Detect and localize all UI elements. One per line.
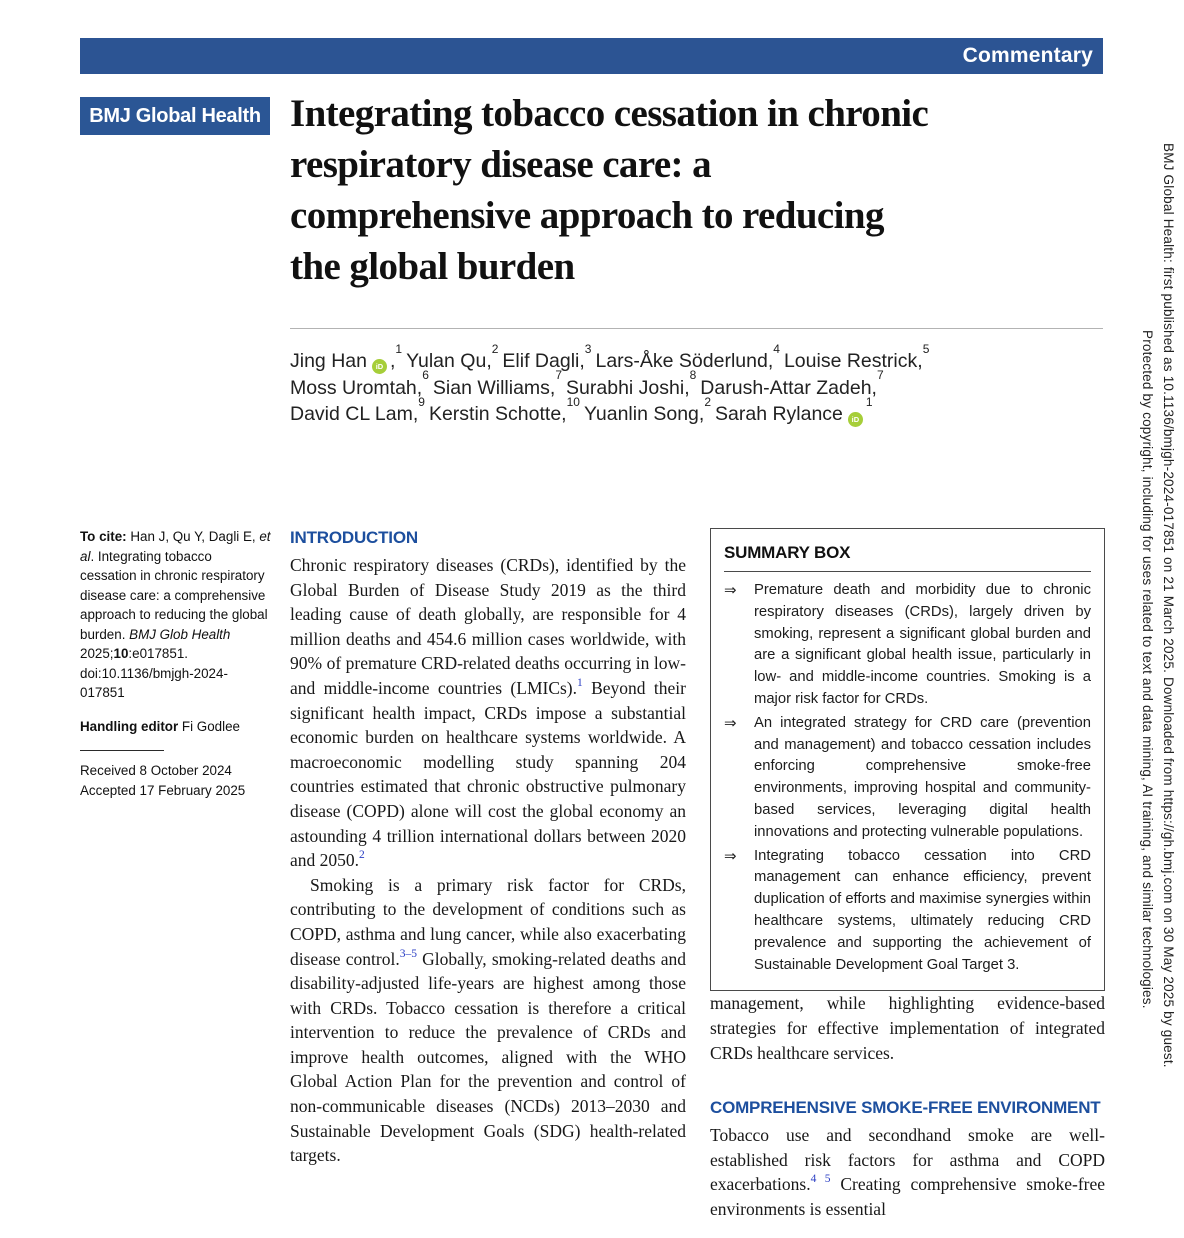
- summary-item-text: Integrating tobacco cessation into CRD management can enhance efficiency, prevent duplication of efforts and maximise synergies within healthcare systems, ultimately reducing CRD prevalence and supporting the achievement of Sustainable Development Goal Target 3.: [754, 847, 1091, 973]
- paragraph: [710, 1123, 1105, 1221]
- author: [290, 368, 429, 399]
- vertical-publication-note: BMJ Global Health: first published as 10.1136/bmjgh-2024-017851 on 21 March 2025. Downloaded from https://gh.bmj.com on 30 May 2025 by guest.: [1161, 143, 1176, 1068]
- summary-item: [724, 846, 1091, 977]
- affiliation-number: 2: [491, 341, 499, 356]
- right-column: [710, 528, 1105, 1222]
- affiliation-number: 7: [555, 368, 563, 382]
- title-line: comprehensive approach to reducing: [290, 194, 884, 237]
- author: [432, 368, 563, 399]
- paragraph-text: Tobacco use and secondhand smoke are well-established risk factors for asthma and COPD exacerbations.: [710, 1125, 1105, 1195]
- author-name: Louise Restrick: [783, 350, 918, 372]
- reference-link[interactable]: 2: [359, 849, 365, 862]
- summary-item-text: Premature death and morbidity due to chronic respiratory diseases (CRDs), largely driven by smoking, represent a significant global burden and are a significant global health issue, particularly in low- and middle-income countries. Smoking is a major risk factor for CRDs.: [754, 582, 1091, 707]
- cite-doi: :e017851. doi:10.1136/bmjgh-2024-017851: [80, 646, 228, 700]
- paragraph-text: Beyond their significant health impact, CRDs impose a substantial economic burden on healthcare systems worldwide. A macroeconomic modelling study spanning 204 countries estimated that chronic obstructive pulmonary disease (COPD) alone will cost the global economy an astounding 4 trillion international dollars between 2020 and 2050.: [290, 677, 686, 871]
- title-line: the global burden: [290, 245, 575, 288]
- author-separator: ,: [698, 403, 705, 425]
- author: [783, 341, 930, 372]
- author-separator: ,: [416, 376, 423, 399]
- author-name: Surabhi Joshi: [566, 376, 685, 399]
- author-separator: ,: [549, 376, 556, 399]
- author-separator: ,: [684, 376, 690, 399]
- citation-block: [80, 527, 272, 703]
- author-name: Sarah Rylance: [715, 403, 843, 425]
- summary-box-title: SUMMARY BOX: [724, 541, 1091, 572]
- author-separator: ,: [389, 350, 396, 372]
- affiliation-number: 1: [865, 394, 873, 409]
- author-separator: ,: [412, 403, 419, 425]
- affiliation-number: 5: [922, 341, 930, 356]
- author-separator: ,: [767, 350, 774, 372]
- handling-editor-label: Handling editor: [80, 718, 182, 734]
- author: [290, 341, 403, 372]
- author-name: Kerstin Schotte: [428, 403, 562, 425]
- arrow-bullet-icon: ⇒: [724, 714, 737, 732]
- author-separator: ,: [561, 403, 567, 425]
- author-name: Moss Uromtah: [290, 376, 417, 399]
- paragraph-text: Creating comprehensive smoke-free environments is essential: [710, 1174, 1106, 1219]
- author: [595, 341, 780, 372]
- cite-volume: 10: [113, 646, 129, 661]
- author-name: Jing Han: [290, 350, 367, 372]
- paragraph-text: Chronic respiratory diseases (CRDs), identified by the Global Burden of Disease Study 2019 as the third leading cause of death globally, are responsible for 4 million deaths and 454.6 million cases worldwide, with 90% of premature CRD-related deaths occurring in low- and middle-income countries (LMICs).: [290, 555, 686, 698]
- author-name: Elif Dagli: [502, 350, 580, 372]
- orcid-icon[interactable]: [372, 359, 387, 374]
- category-label: Commentary: [962, 44, 1093, 67]
- author-line: [290, 341, 1110, 375]
- affiliation-number: 2: [704, 394, 711, 409]
- divider: [290, 328, 1103, 329]
- author-separator: ,: [579, 350, 585, 372]
- cite-label: To cite:: [80, 529, 131, 544]
- affiliation-number: 6: [422, 368, 429, 382]
- author: [290, 394, 425, 425]
- handling-editor-name: Fi Godlee: [181, 718, 240, 734]
- author-line: [290, 394, 1110, 428]
- affiliation-number: 4: [773, 341, 780, 356]
- author-separator: ,: [486, 350, 492, 372]
- author: [700, 368, 884, 399]
- section-heading-smoke-free: COMPREHENSIVE SMOKE-FREE ENVIRONMENT: [710, 1098, 1101, 1118]
- author: [406, 341, 499, 372]
- author: [428, 394, 580, 425]
- affiliation-number: 8: [689, 368, 697, 382]
- paragraph: [290, 553, 686, 873]
- vertical-copyright-note: Protected by copyright, including for uses related to text and data mining, AI training, and similar technologies.: [1140, 330, 1155, 1009]
- introduction-section: [290, 528, 686, 1168]
- article-title: [290, 88, 1110, 292]
- author-separator: ,: [871, 376, 877, 399]
- summary-item: [724, 580, 1091, 711]
- journal-logo-text: BMJ Global Health: [89, 104, 261, 127]
- affiliation-number: 7: [876, 368, 884, 382]
- author: [583, 394, 711, 425]
- author-name: Sian Williams: [432, 376, 550, 399]
- author: [502, 341, 592, 372]
- reference-link[interactable]: 4 5: [810, 1173, 831, 1186]
- orcid-icon-label: iD: [851, 415, 860, 424]
- author: [566, 368, 697, 399]
- cite-authors: Han J, Qu Y, Dagli E,: [130, 529, 260, 544]
- journal-logo[interactable]: [80, 97, 270, 135]
- summary-list: [724, 580, 1091, 976]
- dates-block: [80, 761, 272, 800]
- divider: [80, 750, 164, 751]
- affiliation-number: 1: [395, 341, 403, 356]
- handling-editor-block: [80, 717, 272, 737]
- cite-year: 2025;: [80, 646, 114, 661]
- received-date: Received 8 October 2024: [80, 763, 232, 778]
- paragraph: [290, 873, 686, 1168]
- cite-etal: et al: [80, 529, 271, 564]
- section-heading-introduction: INTRODUCTION: [290, 528, 418, 547]
- reference-link[interactable]: 3–5: [399, 947, 417, 960]
- accepted-date: Accepted 17 February 2025: [80, 782, 246, 798]
- title-line: respiratory disease care: a: [290, 143, 711, 186]
- author-separator: ,: [917, 350, 923, 372]
- author-name: Darush-Attar Zadeh: [700, 376, 872, 399]
- affiliation-number: 10: [566, 394, 580, 409]
- arrow-bullet-icon: ⇒: [724, 847, 737, 865]
- author-line: [290, 368, 1110, 402]
- paragraph-text: Globally, smoking-related deaths and disability-adjusted life-years are highest among those with CRDs. Tobacco cessation is therefore a critical intervention to reduce the prevalence of CRDs and improve health outcomes, aligned with the WHO Global Action Plan for the prevention and control of non-communicable diseases (NCDs) 2013–2030 and Sustainable Development Goals (SDG) health-related targets.: [290, 948, 686, 1166]
- reference-link[interactable]: 1: [577, 677, 583, 690]
- orcid-icon-label: iD: [375, 362, 384, 371]
- paragraph: management, while highlighting evidence-based strategies for effective implementation of integrated CRDs healthcare services.: [710, 993, 1105, 1063]
- author-list: [290, 341, 1110, 428]
- cite-journal: BMJ Glob Health: [129, 626, 231, 642]
- category-banner: [80, 38, 1103, 74]
- summary-box: [710, 528, 1105, 991]
- author: [715, 394, 873, 425]
- affiliation-number: 9: [418, 394, 425, 409]
- author-name: Yulan Qu: [406, 350, 487, 372]
- author-name: Yuanlin Song: [583, 403, 699, 425]
- summary-item: [724, 713, 1091, 844]
- title-line: Integrating tobacco cessation in chronic: [290, 92, 929, 135]
- arrow-bullet-icon: ⇒: [724, 582, 737, 599]
- paragraph-text: Smoking is a primary risk factor for CRDs, contributing to the development of conditions such as COPD, asthma and lung cancer, while also exacerbating disease control.: [290, 874, 686, 969]
- affiliation-number: 3: [584, 341, 592, 356]
- author-name: Lars-Åke Söderlund: [595, 350, 768, 372]
- author-name: David CL Lam: [290, 403, 413, 425]
- article-metadata: [80, 527, 272, 814]
- cite-title: . Integrating tobacco cessation in chronic respiratory disease care: a comprehensive approach to reducing the global burden.: [80, 548, 268, 642]
- summary-item-text: An integrated strategy for CRD care (prevention and management) and tobacco cessation includes enforcing comprehensive smoke-free environments, improving hospital and community-based services, leveraging digital health innovations and protecting vulnerable populations.: [754, 714, 1091, 840]
- orcid-icon[interactable]: [848, 412, 863, 427]
